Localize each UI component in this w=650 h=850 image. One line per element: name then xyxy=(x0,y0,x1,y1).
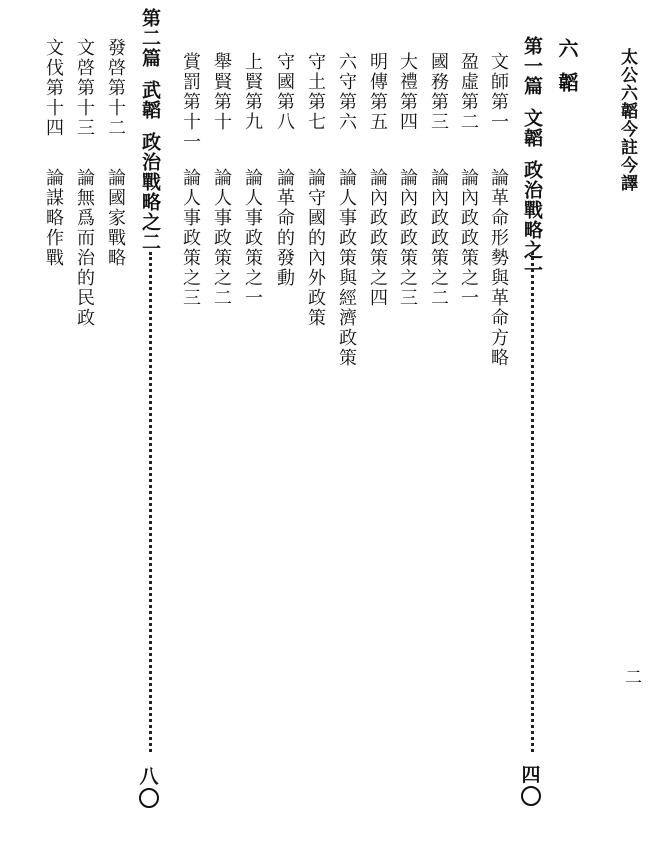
part2-label: 第二篇 xyxy=(139,8,161,68)
chapter-topic: 論革命形勢與革命方略 xyxy=(488,168,509,368)
chapter-topic: 論守國的內外政策 xyxy=(305,168,326,328)
chapter-title: 舉賢第十 xyxy=(211,52,232,132)
chapter-topic: 論革命的發動 xyxy=(274,168,295,288)
part2-page-circle xyxy=(139,788,159,808)
chapter-title: 國務第三 xyxy=(428,52,449,132)
part2-page-number: 八 xyxy=(139,766,159,788)
chapter-title: 盈虛第二 xyxy=(458,52,479,132)
chapter-topic: 論國家戰略 xyxy=(105,168,126,268)
chapter-title: 發啓第十二 xyxy=(105,38,126,138)
part1-label: 第一篇 xyxy=(521,36,543,96)
chapter-topic: 論謀略作戰 xyxy=(43,168,64,268)
part1-title: 政治戰略之一 xyxy=(521,160,543,280)
chapter-title: 守國第八 xyxy=(274,52,295,132)
chapter-title: 文伐第十四 xyxy=(43,38,64,138)
part2-title: 政治戰略之二 xyxy=(139,132,161,252)
chapter-topic: 論內政政策之二 xyxy=(428,168,449,308)
part2-heading xyxy=(140,8,159,252)
part2-name: 武韜 xyxy=(139,80,161,120)
part1-name: 文韜 xyxy=(521,108,543,148)
chapter-title: 六守第六 xyxy=(336,52,357,132)
part1-leader-dots xyxy=(531,252,534,752)
part1-heading xyxy=(522,36,541,280)
running-header: 太公六韜今註今譯 xyxy=(617,48,637,192)
chapter-title: 明傳第五 xyxy=(367,52,388,132)
chapter-topic: 論人事政策之一 xyxy=(242,168,263,308)
chapter-title: 上賢第九 xyxy=(242,52,263,132)
chapter-title: 守土第七 xyxy=(305,52,326,132)
chapter-topic: 論內政政策之四 xyxy=(367,168,388,308)
chapter-title: 文師第一 xyxy=(488,52,509,132)
chapter-topic: 論人事政策與經濟政策 xyxy=(336,168,357,368)
chapter-topic: 論無爲而治的民政 xyxy=(74,168,95,328)
page-folio: 二 xyxy=(621,668,641,685)
part1-page-circle xyxy=(521,786,541,806)
chapter-topic: 論內政政策之三 xyxy=(397,168,418,308)
chapter-title: 賞罰第十一 xyxy=(180,52,201,152)
chapter-topic: 論人事政策之二 xyxy=(211,168,232,308)
chapter-title: 文啓第十三 xyxy=(74,38,95,138)
chapter-title: 大禮第四 xyxy=(397,52,418,132)
chapter-topic: 論人事政策之三 xyxy=(180,168,201,308)
part2-leader-dots xyxy=(149,252,152,752)
chapter-topic: 論內政政策之一 xyxy=(458,168,479,308)
part1-page-number: 四 xyxy=(521,764,541,786)
section-title: 六韜 xyxy=(555,38,579,106)
